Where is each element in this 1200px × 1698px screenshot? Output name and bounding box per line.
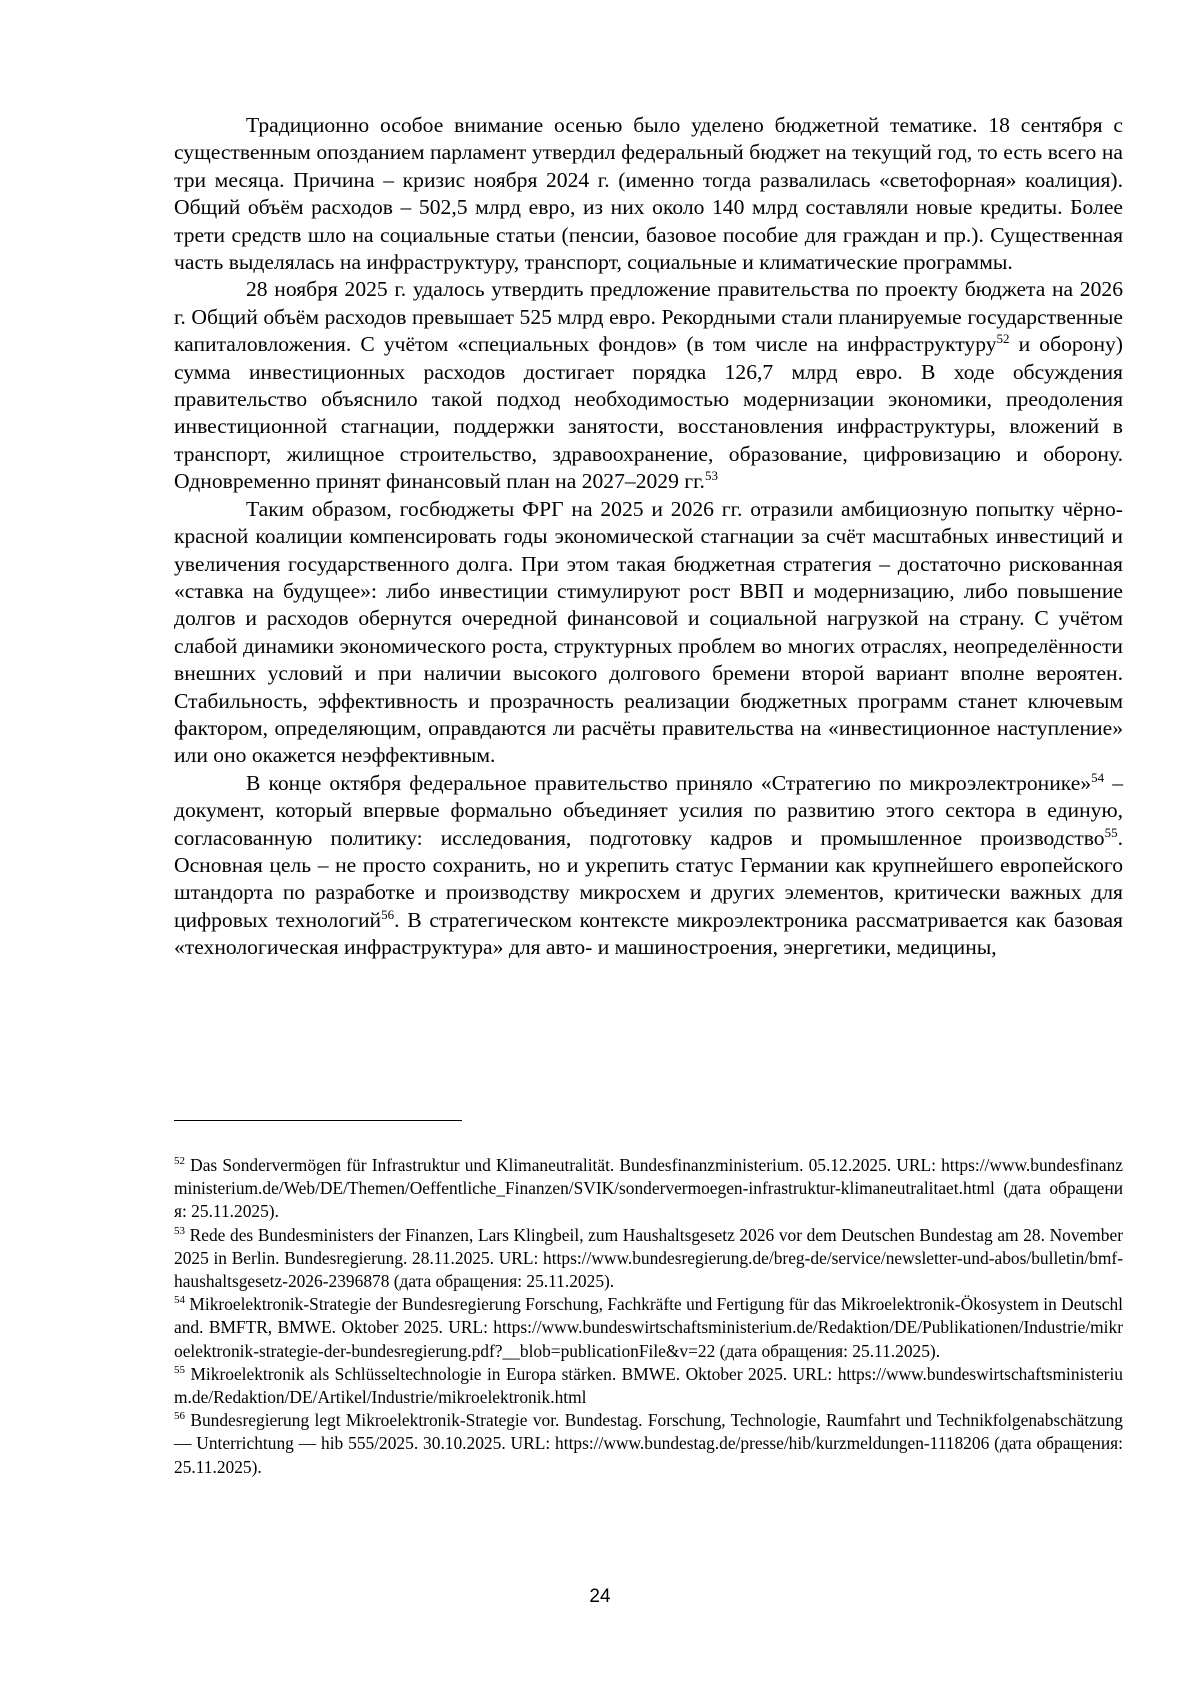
footnotes-section <box>174 1154 1123 1479</box>
paragraph <box>174 770 1123 962</box>
paragraph-text: . Основная цель – не просто сохранить, но и укрепить статус Германии как крупнейшего европейского штандорта по разработке и производству микросхем и других элементов, критически важных для цифровых технологий <box>174 825 1123 932</box>
footnote <box>174 1154 1123 1224</box>
footnote-text: Das Sondervermögen für Infrastruktur und Klimaneutralität. Bundesfinanzministerium. 05.12.2025. URL: https://www.bundesfinanzministerium.de/Web/DE/Themen/Oeffentliche_Finanzen/SVIK/sondervermoegen-infrastruktur-klimaneutralitaet.html (дата обращения: 25.11.2025). <box>174 1155 1123 1222</box>
footnote-reference: 55 <box>1104 824 1118 840</box>
footnote-number: 52 <box>174 1155 185 1167</box>
paragraph-text: Таким образом, госбюджеты ФРГ на 2025 и 2026 гг. отразили амбициозную попытку чёрно-красной коалиции компенсировать годы экономической стагнации за счёт масштабных инвестиций и увеличения государственного долга. При этом такая бюджетная стратегия – достаточно рискованная «ставка на будущее»: либо инвестиции стимулируют рост ВВП и модернизацию, либо повышение долгов и расходов обернутся очередной финансовой и социальной нагрузкой на страну. С учётом слабой динамики экономического роста, структурных проблем во многих отраслях, неопределённости внешних условий и при наличии высокого долгового бремени второй вариант вполне вероятен. Стабильность, эффективность и прозрачность реализации бюджетных программ станет ключевым фактором, определяющим, оправдаются ли расчёты правительства на «инвестиционное наступление» или оно окажется неэффективным. <box>174 496 1123 768</box>
footnote-number: 56 <box>174 1410 185 1423</box>
footnote-number: 53 <box>174 1224 185 1237</box>
footnote-text: Bundesregierung legt Mikroelektronik-Strategie vor. Bundestag. Forschung, Technologie, Raumfahrt und Technikfolgenabschätzung — Unterrichtung — hib 555/2025. 30.10.2025. URL: https://www.bundestag.de/presse/hib/kurzmeldungen-1118206 (дата обращения: 25.11.2025). <box>174 1410 1123 1477</box>
footnote <box>174 1293 1123 1363</box>
paragraph-text: и оборону) сумма инвестиционных расходов достигает порядка 126,7 млрд евро. В ходе обсуждения правительство объяснило такой подход необходимостью модернизации экономики, преодоления инвестиционной стагнации, поддержки занятости, восстановления инфраструктуры, вложений в транспорт, жилищное строительство, здравоохранение, образование, цифровизацию и оборону. Одновременно принят финансовый план на 2027–2029 гг. <box>174 332 1124 494</box>
footnote-number: 54 <box>174 1294 185 1307</box>
page-number: 24 <box>589 1586 611 1607</box>
page-body <box>174 112 1123 962</box>
paragraph-text: Традиционно особое внимание осенью было уделено бюджетной тематике. 18 сентября с существенным опозданием парламент утвердил федеральный бюджет на текущий год, то есть всего на три месяца. Причина – кризис ноября 2024 г. (именно тогда развалилась «светофорная» коалиция). Общий объём расходов – 502,5 млрд евро, из них около 140 млрд составляли новые кредиты. Более трети средств шло на социальные статьи (пенсии, базовое пособие для граждан и пр.). Существенная часть выделялась на инфраструктуру, транспорт, социальные и климатические программы. <box>174 113 1123 275</box>
paragraph <box>174 112 1123 276</box>
footnote-reference: 52 <box>996 331 1010 347</box>
footnote-text: Rede des Bundesministers der Finanzen, Lars Klingbeil, zum Haushaltsgesetz 2026 vor dem Deutschen Bundestag am 28. November 2025 in Berlin. Bundesregierung. 28.11.2025. URL: https://www.bundesregierung.de/breg-de/service/newsletter-und-abos/bulletin/bmf-haushaltsgesetz-2026-2396878 (дата обращения: 25.11.2025). <box>174 1224 1123 1292</box>
footnote-text: Mikroelektronik-Strategie der Bundesregierung Forschung, Fachkräfte und Fertigung für das Mikroelektronik-Ökosystem in Deutschland. BMFTR, BMWE. Oktober 2025. URL: https://www.bundeswirtschaftsministerium.de/Redaktion/DE/Publikationen/Industrie/mikroelektronik-strategie-der-bundesregierung.pdf?__blob=publicationFile&v=22 (дата обращения: 25.11.2025). <box>174 1294 1123 1361</box>
footnote-reference: 56 <box>381 906 395 922</box>
footnote-separator <box>174 1120 462 1121</box>
footnote-reference: 53 <box>704 468 718 484</box>
paragraph <box>174 276 1123 495</box>
paragraph-text: – документ, который впервые формально объединяет усилия по развитию этого сектора в единую, согласованную политику: исследования, подготовку кадров и промышленное производство <box>174 770 1123 850</box>
footnote <box>174 1409 1123 1479</box>
paragraph-text: . В стратегическом контексте микроэлектроника рассматривается как базовая «технологическая инфраструктура» для авто- и машиностроения, энергетики, медицины, <box>174 907 1123 960</box>
paragraph-text: 28 ноября 2025 г. удалось утвердить предложение правительства по проекту бюджета на 2026 г. Общий объём расходов превышает 525 млрд евро. Рекордными стали планируемые государственные капиталовложения. С учётом «специальных фондов» (в том числе на инфраструктуру <box>174 277 1123 357</box>
paragraph-text: В конце октября федеральное правительство приняло «Стратегию по микроэлектронике» <box>246 770 1092 795</box>
footnote <box>174 1363 1123 1409</box>
footnote-text: Mikroelektronik als Schlüsseltechnologie in Europa stärken. BMWE. Oktober 2025. URL: https://www.bundeswirtschaftsministerium.de/Redaktion/DE/Artikel/Industrie/mikroelektronik.html <box>174 1363 1123 1408</box>
footnote-reference: 54 <box>1091 769 1105 785</box>
footnote <box>174 1224 1123 1294</box>
paragraph <box>174 496 1123 770</box>
footnote-number: 55 <box>174 1363 185 1376</box>
